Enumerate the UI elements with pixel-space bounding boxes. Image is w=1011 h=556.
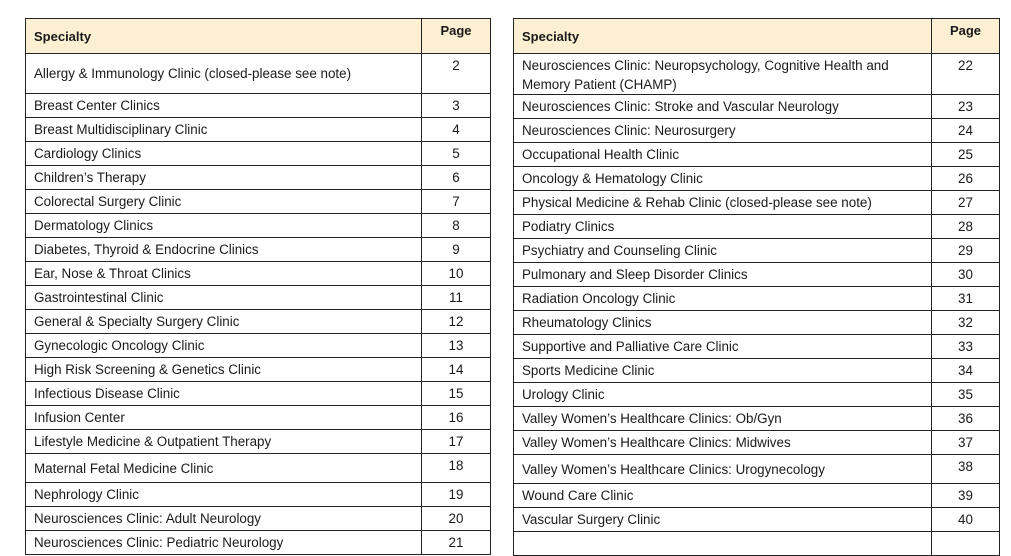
table-row [514, 335, 1000, 359]
page-number-cell: 6 [422, 166, 491, 190]
specialty-cell: Urology Clinic [514, 383, 932, 407]
specialty-cell: Sports Medicine Clinic [514, 359, 932, 383]
table-row [26, 190, 491, 214]
specialty-cell: Cardiology Clinics [26, 142, 422, 166]
specialty-cell: Infusion Center [26, 406, 422, 430]
table-row [26, 238, 491, 262]
specialty-cell: Radiation Oncology Clinic [514, 287, 932, 311]
specialty-cell: Oncology & Hematology Clinic [514, 167, 932, 191]
page-column-header: Page [422, 19, 491, 54]
page-number-cell: 13 [422, 334, 491, 358]
table-row [514, 407, 1000, 431]
table-row [514, 532, 1000, 556]
table-row [514, 359, 1000, 383]
specialty-column-header: Specialty [514, 19, 932, 54]
specialty-cell: Breast Center Clinics [26, 94, 422, 118]
page-number-cell: 2 [422, 54, 491, 94]
table-row [514, 263, 1000, 287]
page-number-cell: 31 [932, 287, 1000, 311]
page-number-cell: 14 [422, 358, 491, 382]
specialty-cell: Neurosciences Clinic: Stroke and Vascular Neurology [514, 95, 932, 119]
specialty-cell: Breast Multidisciplinary Clinic [26, 118, 422, 142]
specialty-cell: Dermatology Clinics [26, 214, 422, 238]
specialty-cell: Colorectal Surgery Clinic [26, 190, 422, 214]
page-number-cell: 25 [932, 143, 1000, 167]
page-number-cell: 21 [422, 531, 491, 555]
page-number-cell: 4 [422, 118, 491, 142]
table-row [26, 54, 491, 94]
specialty-cell: Gynecologic Oncology Clinic [26, 334, 422, 358]
page-number-cell: 26 [932, 167, 1000, 191]
page-number-cell: 18 [422, 454, 491, 483]
page-number-cell: 3 [422, 94, 491, 118]
table-row [26, 310, 491, 334]
specialty-index-table-right [513, 18, 1000, 556]
specialty-cell: Ear, Nose & Throat Clinics [26, 262, 422, 286]
page-number-cell: 24 [932, 119, 1000, 143]
specialty-cell: Maternal Fetal Medicine Clinic [26, 454, 422, 483]
table-row [26, 483, 491, 507]
table-row [26, 94, 491, 118]
specialty-cell: Rheumatology Clinics [514, 311, 932, 335]
table-row [514, 191, 1000, 215]
specialty-cell: Wound Care Clinic [514, 484, 932, 508]
table-row [514, 383, 1000, 407]
specialty-cell: Children’s Therapy [26, 166, 422, 190]
page-number-cell: 19 [422, 483, 491, 507]
specialty-cell [514, 532, 932, 556]
table-row [26, 382, 491, 406]
page-number-cell [932, 532, 1000, 556]
table-row [514, 311, 1000, 335]
specialty-cell: Nephrology Clinic [26, 483, 422, 507]
specialty-cell: Physical Medicine & Rehab Clinic (closed-please see note) [514, 191, 932, 215]
specialty-cell: Allergy & Immunology Clinic (closed-please see note) [26, 54, 422, 94]
specialty-cell: Valley Women’s Healthcare Clinics: Ob/Gyn [514, 407, 932, 431]
specialty-cell: Valley Women’s Healthcare Clinics: Midwives [514, 431, 932, 455]
page-column-header: Page [932, 19, 1000, 54]
table-row [514, 54, 1000, 95]
table-row [514, 239, 1000, 263]
table-row [514, 455, 1000, 484]
page-number-cell: 11 [422, 286, 491, 310]
specialty-cell: Neurosciences Clinic: Neurosurgery [514, 119, 932, 143]
table-row [26, 334, 491, 358]
table-header-row [514, 19, 1000, 54]
table-row [26, 358, 491, 382]
page-number-cell: 22 [932, 54, 1000, 95]
page-number-cell: 33 [932, 335, 1000, 359]
specialty-cell: Pulmonary and Sleep Disorder Clinics [514, 263, 932, 287]
table-row [514, 484, 1000, 508]
table-row [26, 531, 491, 555]
specialty-cell: Diabetes, Thyroid & Endocrine Clinics [26, 238, 422, 262]
table-row [26, 262, 491, 286]
page-number-cell: 38 [932, 455, 1000, 484]
page-number-cell: 37 [932, 431, 1000, 455]
page-number-cell: 23 [932, 95, 1000, 119]
page-number-cell: 30 [932, 263, 1000, 287]
specialty-cell: Vascular Surgery Clinic [514, 508, 932, 532]
table-row [514, 167, 1000, 191]
table-row [514, 95, 1000, 119]
page-number-cell: 32 [932, 311, 1000, 335]
specialty-cell: High Risk Screening & Genetics Clinic [26, 358, 422, 382]
specialty-cell: Podiatry Clinics [514, 215, 932, 239]
page-number-cell: 17 [422, 430, 491, 454]
table-row [26, 507, 491, 531]
specialty-cell: Psychiatry and Counseling Clinic [514, 239, 932, 263]
page-number-cell: 27 [932, 191, 1000, 215]
page-number-cell: 12 [422, 310, 491, 334]
specialty-cell: Gastrointestinal Clinic [26, 286, 422, 310]
table-row [514, 508, 1000, 532]
table-row [26, 406, 491, 430]
specialty-cell: Valley Women’s Healthcare Clinics: Urogynecology [514, 455, 932, 484]
table-row [514, 119, 1000, 143]
table-row [514, 287, 1000, 311]
specialty-cell: Supportive and Palliative Care Clinic [514, 335, 932, 359]
specialty-cell: General & Specialty Surgery Clinic [26, 310, 422, 334]
page-number-cell: 8 [422, 214, 491, 238]
specialty-cell: Infectious Disease Clinic [26, 382, 422, 406]
page-number-cell: 40 [932, 508, 1000, 532]
specialty-cell: Neurosciences Clinic: Adult Neurology [26, 507, 422, 531]
table-row [26, 430, 491, 454]
specialty-cell: Neurosciences Clinic: Neuropsychology, Cognitive Health and Memory Patient (CHAMP) [514, 54, 932, 95]
page-number-cell: 34 [932, 359, 1000, 383]
table-row [26, 454, 491, 483]
page-number-cell: 39 [932, 484, 1000, 508]
table-header-row [26, 19, 491, 54]
page-number-cell: 5 [422, 142, 491, 166]
page-number-cell: 20 [422, 507, 491, 531]
specialty-cell: Lifestyle Medicine & Outpatient Therapy [26, 430, 422, 454]
page-number-cell: 9 [422, 238, 491, 262]
table-row [26, 118, 491, 142]
table-row [514, 143, 1000, 167]
specialty-index-table-left [25, 18, 491, 555]
table-row [26, 214, 491, 238]
page-number-cell: 29 [932, 239, 1000, 263]
table-row [26, 286, 491, 310]
specialty-cell: Neurosciences Clinic: Pediatric Neurology [26, 531, 422, 555]
page-number-cell: 7 [422, 190, 491, 214]
specialty-cell: Occupational Health Clinic [514, 143, 932, 167]
table-row [26, 166, 491, 190]
page-number-cell: 28 [932, 215, 1000, 239]
page-number-cell: 36 [932, 407, 1000, 431]
page-number-cell: 15 [422, 382, 491, 406]
table-row [514, 215, 1000, 239]
specialty-column-header: Specialty [26, 19, 422, 54]
page-number-cell: 16 [422, 406, 491, 430]
page-number-cell: 10 [422, 262, 491, 286]
page-number-cell: 35 [932, 383, 1000, 407]
table-row [26, 142, 491, 166]
table-row [514, 431, 1000, 455]
